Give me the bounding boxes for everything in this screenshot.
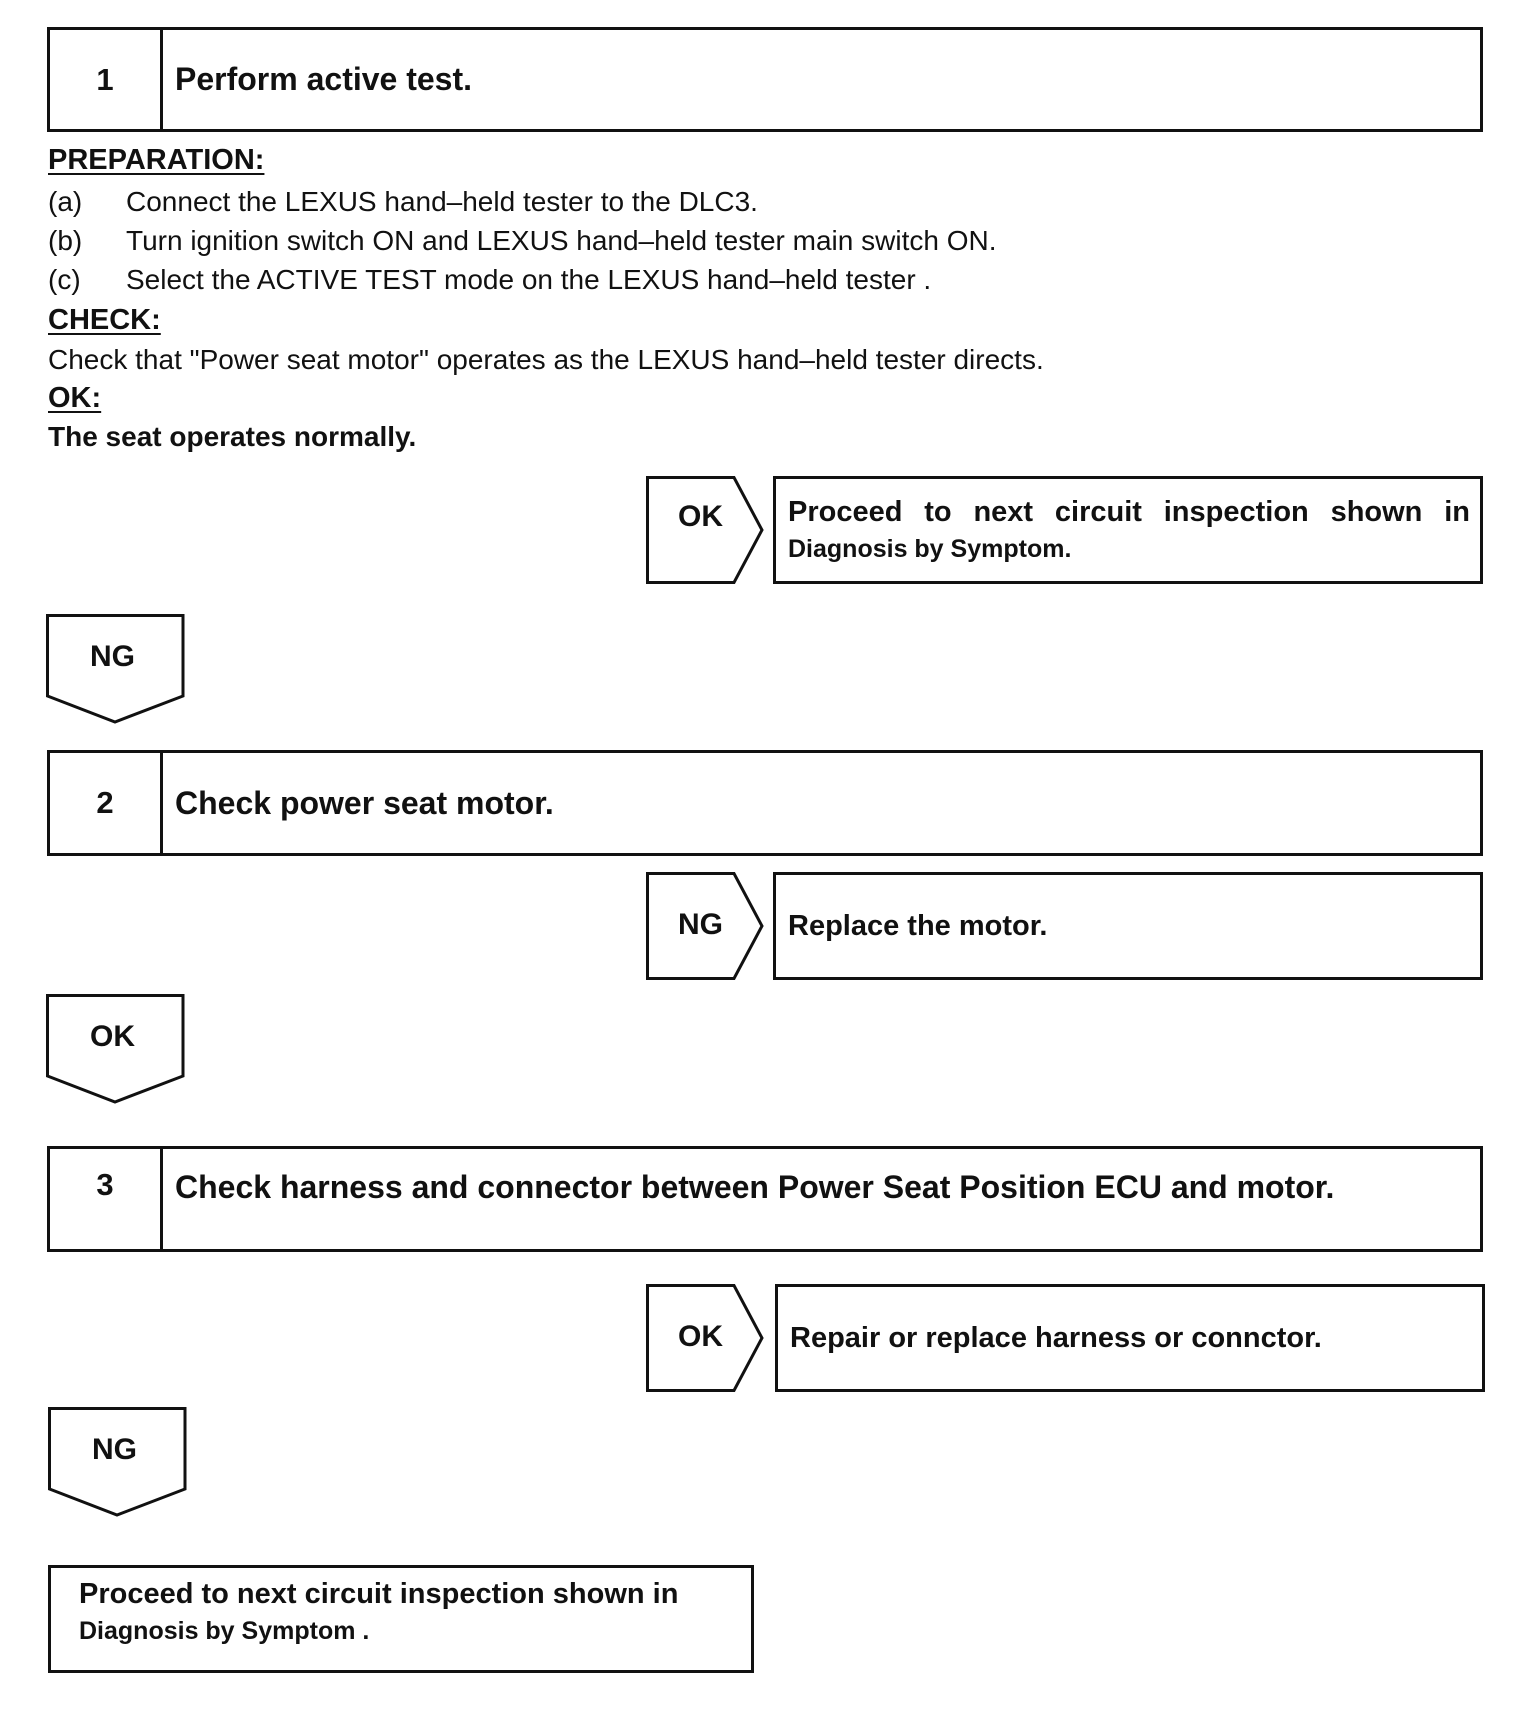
step-title: Perform active test.: [175, 61, 473, 97]
branch-label: NG: [90, 640, 135, 673]
step-number: 2: [50, 753, 163, 853]
step-1-box: [47, 27, 1483, 132]
ok-branch-arrow: [646, 1284, 766, 1392]
ng-branch-arrow: [46, 614, 186, 724]
preparation-item: [48, 225, 996, 257]
check-heading: CHECK:: [48, 304, 161, 336]
step-title: Check power seat motor.: [175, 784, 554, 821]
result-line-2: Diagnosis by Symptom.: [788, 535, 1072, 563]
item-label: (c): [48, 264, 81, 295]
branch-label: OK: [678, 1320, 723, 1353]
item-text: Turn ignition switch ON and LEXUS hand–held tester main switch ON.: [126, 225, 997, 256]
ok-heading: OK:: [48, 382, 102, 414]
step-title: Check harness and connector between Power Seat Position ECU and motor.: [175, 1169, 1335, 1205]
step-number: 3: [50, 1149, 163, 1249]
item-label: (a): [48, 186, 83, 217]
step-2-box: [47, 750, 1483, 856]
preparation-item: [48, 264, 931, 296]
check-text: Check that "Power seat motor" operates as the LEXUS hand–held tester directs.: [48, 344, 1044, 375]
ng-branch-arrow: [48, 1407, 188, 1517]
step-3-box: [47, 1146, 1483, 1252]
item-text: Select the ACTIVE TEST mode on the LEXUS hand–held tester .: [126, 264, 932, 295]
branch-label: OK: [678, 500, 723, 533]
ok-result-box: [775, 1284, 1485, 1392]
final-result-box: [48, 1565, 754, 1673]
result-text: Replace the motor.: [788, 909, 1048, 942]
step-number: 1: [50, 30, 163, 129]
ok-branch-arrow: [646, 476, 766, 584]
ng-result-box: [773, 872, 1483, 980]
final-line-2: Diagnosis by Symptom .: [79, 1617, 370, 1645]
final-line-1: Proceed to next circuit inspection shown in: [79, 1578, 679, 1610]
ok-branch-arrow: [46, 994, 186, 1104]
preparation-heading: PREPARATION:: [48, 144, 265, 176]
ng-branch-arrow: [646, 872, 766, 980]
branch-label: OK: [90, 1020, 135, 1053]
result-line-1: Proceed to next circuit inspection shown in: [788, 496, 1470, 528]
ok-text: The seat operates normally.: [48, 421, 417, 452]
result-text: Repair or replace harness or connctor.: [790, 1321, 1322, 1354]
item-label: (b): [48, 225, 83, 256]
branch-label: NG: [92, 1433, 137, 1466]
ok-result-box: [773, 476, 1483, 584]
branch-label: NG: [678, 908, 723, 941]
item-text: Connect the LEXUS hand–held tester to the DLC3.: [126, 186, 758, 217]
preparation-item: [48, 186, 758, 218]
